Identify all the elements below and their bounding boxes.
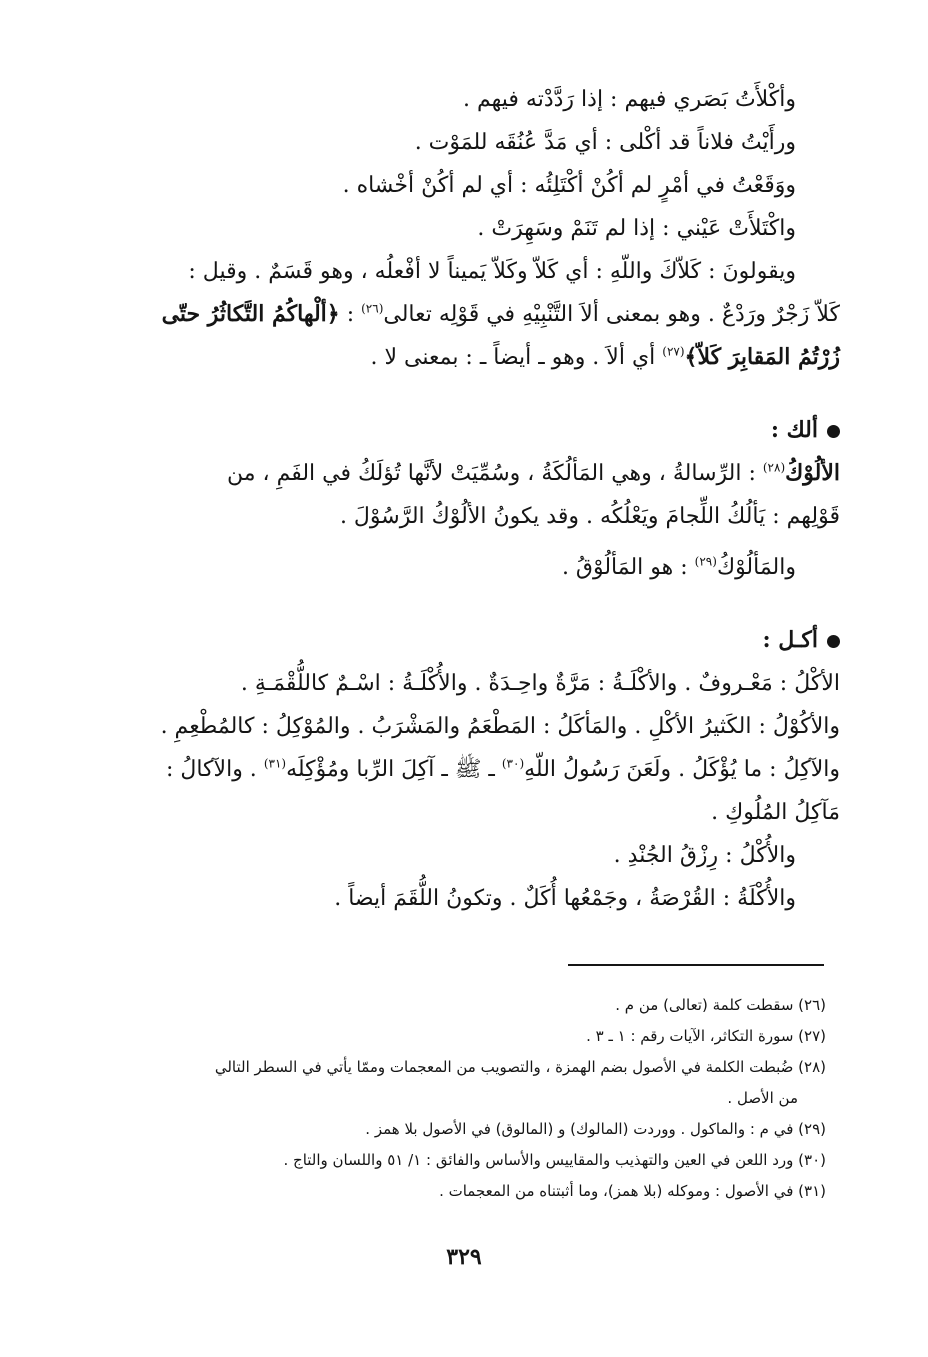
footnote-ref: (٢٦) bbox=[361, 301, 384, 316]
text-run: كَلاّ زَجْرٌ ورَدْعٌ . وهو بمعنى ألاَ التَّنْبِيْهِ في قَوْلِه تعالى bbox=[383, 302, 840, 327]
text-run: والمَألُوْكُ bbox=[716, 555, 796, 580]
text-line: واكْتَلأَتْ عَيْني : إذا لم تَنَمْ وسَهِرَتْ . bbox=[477, 216, 796, 241]
footnote-ref: (٢٨) bbox=[762, 460, 786, 475]
text-run: والآكِلُ : ما يُؤْكَلُ . ولَعَنَ رَسُولُ اللّهِ bbox=[524, 757, 840, 782]
text-line: والأُكْلَةُ : القُرْصَةُ ، وجَمْعُها أُكَلٌ . وتكونُ اللُّقَمَ أيضاً . bbox=[334, 886, 796, 911]
text-line: ووَقَعْتُ في أمْرٍ لم أكُنْ أكْتَلِئُه : أي لم أكُنْ أخْشاه . bbox=[342, 173, 796, 198]
text-line: وأكْلأَتُ بَصَري فيهم : إذا رَدَّدْته فيهم . bbox=[463, 87, 796, 112]
footnote: (٢٩) في م : والماكول . ووردت (المالوك) و (المالوق) في الأصول بلا همز . bbox=[365, 1120, 826, 1138]
quran-verse: زُرْتُمُ المَقابِرَ كَلاّ﴾ bbox=[684, 344, 840, 370]
footnote: (٢٦) سقطت كلمة (تعالى) من م . bbox=[615, 996, 826, 1014]
text-run: : الرِّسالةُ ، وهي المَألُكَةُ ، وسُمِّيَتْ لأنَّها تُؤلَكُ في الفَمِ ، من bbox=[226, 461, 763, 486]
entry-heading bbox=[96, 409, 840, 452]
page-number: ٣٢٩ bbox=[446, 1244, 482, 1270]
footnote: (٣٠) ورد اللعن في العين والتهذيب والمقاييس والأساس والفائق : ١/ ٥١ واللسان والتاج . bbox=[283, 1151, 826, 1169]
entry-heading-label: أكـل : bbox=[762, 627, 818, 653]
quran-verse: ﴿ألْهاكُمُ التَّكاثُرُ حتّى bbox=[161, 301, 340, 327]
text-line: قَوْلِهم : يَألُكُ اللِّجامَ ويَعْلُكُه . وقد يكونُ الألُوْكُ الرَّسُوْلَ . bbox=[339, 504, 840, 529]
text-run: أي ألاَ . وهو ـ أيضاً ـ : بمعنى لا . bbox=[370, 345, 663, 370]
footnotes bbox=[100, 990, 826, 1207]
text-run: ـ ﷺ ـ آكِلَ الرِّبا ومُؤْكِلَه bbox=[286, 757, 502, 782]
footnote-divider bbox=[568, 964, 824, 966]
text-line bbox=[96, 452, 840, 495]
footnote-ref: (٢٧) bbox=[662, 344, 685, 359]
footnote-ref: (٣١) bbox=[263, 756, 287, 771]
entry-heading-label: ألك : bbox=[770, 417, 818, 443]
footnote: (٣١) في الأصول : وموكله (بلا همز)، وما أثبتناه من المعجمات . bbox=[439, 1182, 826, 1200]
headword: الألُوْكُ bbox=[785, 460, 840, 486]
footnote-continuation: من الأصل . bbox=[727, 1089, 798, 1107]
text-line bbox=[96, 546, 840, 589]
bullet-icon bbox=[827, 635, 840, 648]
text-line: مَآكِلُ المُلُوكِ . bbox=[711, 800, 840, 825]
text-line bbox=[96, 336, 840, 379]
footnote: (٢٨) ضُبطت الكلمة في الأصول بضم الهمزة ، والتصويب من المعجمات وممّا يأتي في السطر التالي bbox=[214, 1058, 826, 1076]
text-line: ويقولونَ : كَلاّكَ واللّهِ : أي كَلاّ وكَلاّ يَميناً لا أفْعلُه ، وهو قَسَمٌ . وقيل : bbox=[188, 259, 796, 284]
main-text bbox=[96, 78, 840, 920]
text-line: والأكُوْلُ : الكَثيرُ الأكْلِ . والمَأكَلُ : المَطْعَمُ والمَشْرَبُ . والمُوْكِلُ : كالمُطْعِمِ . bbox=[160, 714, 840, 739]
text-run: . والآكالُ : bbox=[165, 757, 264, 782]
text-line: ورأَيْتُ فلاناً قد أكْلى : أي مَدَّ عُنُقَه للمَوْت . bbox=[414, 130, 796, 155]
text-run: : bbox=[339, 302, 362, 327]
entry-heading bbox=[96, 619, 840, 662]
text-line bbox=[96, 293, 840, 336]
bullet-icon bbox=[827, 425, 840, 438]
text-line: والأُكْلُ : رِزْقُ الجُنْدِ . bbox=[613, 843, 796, 868]
footnote-ref: (٢٩) bbox=[694, 554, 717, 569]
footnote-ref: (٣٠) bbox=[501, 756, 525, 771]
text-line: الأكْلُ : مَعْـروفٌ . والأكْلَـةُ : مَرَّةٌ واحِـدَةٌ . والأُكْلَـةُ : اسْـمٌ كاللُّقْمَـةِ . bbox=[240, 671, 840, 696]
footnote: (٢٧) سورة التكاثر، الآيات رقم : ١ ـ ٣ . bbox=[586, 1027, 826, 1045]
text-run: : هو المَألُوْقُ . bbox=[561, 555, 695, 580]
text-line bbox=[96, 748, 840, 791]
